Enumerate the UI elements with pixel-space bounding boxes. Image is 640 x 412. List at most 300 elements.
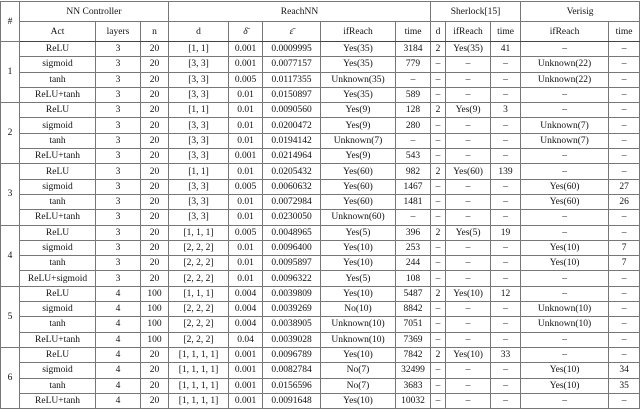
cell-reachnn-time: – [396,210,431,225]
cell-sherlock-ifreach: – [446,317,491,332]
cell-sherlock-time: – [491,57,521,72]
cell-reachnn-ifreach: Yes(35) [321,42,396,57]
cell-reachnn-ifreach: Yes(35) [321,87,396,102]
cell-reachnn-time: 1467 [396,179,431,194]
cell-reachnn-ifreach: Yes(5) [321,271,396,286]
cell-epsilon: 0.0048965 [263,225,321,240]
cell-reachnn-ifreach: Yes(60) [321,179,396,194]
cell-sherlock-ifreach: Yes(60) [446,164,491,179]
cell-sherlock-time: – [491,194,521,209]
table-row [1,133,640,148]
cell-act: ReLU+tanh [20,393,96,408]
cell-layers: 3 [96,72,141,87]
cell-act: tanh [20,194,96,209]
cell-sherlock-time: – [491,332,521,347]
table-row [1,72,640,87]
cell-verisig-time: – [609,210,640,225]
cell-delta: 0.01 [229,240,263,255]
cell-sherlock-time: – [491,317,521,332]
cell-act: ReLU [20,164,96,179]
cell-layers: 4 [96,347,141,362]
cell-verisig-ifreach: Unknown(22) [521,72,609,87]
cell-layers: 4 [96,378,141,393]
header-verisig: Verisig [521,2,640,22]
cell-sherlock-ifreach: – [446,378,491,393]
cell-verisig-time: 26 [609,194,640,209]
cell-delta: 0.01 [229,118,263,133]
cell-d: [1, 1, 1] [169,286,229,301]
table-row [1,210,640,225]
cell-sherlock-ifreach: Yes(10) [446,286,491,301]
cell-verisig-ifreach: – [521,271,609,286]
cell-sherlock-d: – [431,256,446,271]
header-sherlock: Sherlock[15] [431,2,521,22]
cell-layers: 3 [96,240,141,255]
cell-sherlock-time: – [491,393,521,408]
cell-epsilon: 0.0077157 [263,57,321,72]
cell-layers: 3 [96,210,141,225]
cell-layers: 3 [96,118,141,133]
cell-verisig-ifreach: Unknown(7) [521,118,609,133]
table-body [1,42,640,409]
cell-verisig-time: – [609,103,640,118]
cell-epsilon: 0.0150897 [263,87,321,102]
cell-verisig-ifreach: – [521,149,609,164]
cell-sherlock-d: – [431,302,446,317]
cell-n: 20 [141,42,169,57]
table-row [1,194,640,209]
cell-epsilon: 0.0009995 [263,42,321,57]
cell-d: [1, 1] [169,103,229,118]
cell-reachnn-ifreach: No(7) [321,378,396,393]
cell-act: ReLU+tanh [20,332,96,347]
cell-sherlock-time: 3 [491,103,521,118]
cell-verisig-time: 35 [609,378,640,393]
cell-epsilon: 0.0230050 [263,210,321,225]
cell-sherlock-time: 41 [491,42,521,57]
cell-sherlock-d: – [431,210,446,225]
cell-sherlock-time: – [491,256,521,271]
cell-act: tanh [20,72,96,87]
cell-sherlock-time: – [491,302,521,317]
cell-verisig-time: – [609,133,640,148]
cell-sherlock-time: – [491,363,521,378]
cell-reachnn-time: 3683 [396,378,431,393]
cell-reachnn-ifreach: Yes(10) [321,286,396,301]
cell-delta: 0.001 [229,42,263,57]
column-header-verisig-ifreach: ifReach [521,22,609,42]
column-header-reachnn-time: time [396,22,431,42]
table-row [1,57,640,72]
cell-d: [2, 2, 2] [169,317,229,332]
cell-sherlock-ifreach: – [446,118,491,133]
group-number: 2 [1,103,20,164]
cell-sherlock-d: – [431,317,446,332]
cell-n: 20 [141,118,169,133]
cell-verisig-time: – [609,393,640,408]
cell-d: [3, 3] [169,194,229,209]
cell-n: 20 [141,179,169,194]
column-header-layers: layers [96,22,141,42]
cell-d: [3, 3] [169,72,229,87]
cell-reachnn-ifreach: No(10) [321,302,396,317]
cell-sherlock-ifreach: – [446,87,491,102]
cell-epsilon: 0.0194142 [263,133,321,148]
table-row [1,286,640,301]
cell-d: [2, 2, 2] [169,256,229,271]
cell-layers: 3 [96,103,141,118]
cell-delta: 0.001 [229,378,263,393]
cell-epsilon: 0.0156596 [263,378,321,393]
cell-delta: 0.001 [229,149,263,164]
cell-d: [3, 3] [169,57,229,72]
cell-d: [3, 3] [169,118,229,133]
cell-sherlock-ifreach: – [446,72,491,87]
cell-sherlock-ifreach: – [446,393,491,408]
cell-act: ReLU+sigmoid [20,271,96,286]
cell-layers: 3 [96,179,141,194]
cell-act: sigmoid [20,179,96,194]
column-header-epsilon: ε̄ [263,22,321,42]
cell-epsilon: 0.0096400 [263,240,321,255]
cell-reachnn-time: – [396,72,431,87]
cell-layers: 3 [96,42,141,57]
table-row [1,271,640,286]
cell-delta: 0.004 [229,286,263,301]
cell-reachnn-time: 280 [396,118,431,133]
cell-verisig-time: 34 [609,363,640,378]
cell-layers: 3 [96,164,141,179]
cell-layers: 3 [96,194,141,209]
cell-sherlock-time: 19 [491,225,521,240]
cell-d: [2, 2, 2] [169,240,229,255]
cell-verisig-ifreach: – [521,42,609,57]
cell-verisig-ifreach: Yes(10) [521,378,609,393]
cell-reachnn-time: 128 [396,103,431,118]
cell-delta: 0.01 [229,164,263,179]
cell-verisig-ifreach: – [521,286,609,301]
cell-reachnn-time: 7051 [396,317,431,332]
cell-layers: 3 [96,57,141,72]
cell-d: [3, 3] [169,133,229,148]
cell-reachnn-time: – [396,133,431,148]
cell-delta: 0.01 [229,194,263,209]
cell-reachnn-time: 779 [396,57,431,72]
cell-delta: 0.005 [229,179,263,194]
cell-verisig-ifreach: Unknown(10) [521,302,609,317]
cell-verisig-time: – [609,347,640,362]
cell-verisig-ifreach: Yes(10) [521,240,609,255]
cell-sherlock-time: – [491,378,521,393]
cell-delta: 0.04 [229,332,263,347]
cell-verisig-time: – [609,302,640,317]
cell-reachnn-ifreach: Unknown(60) [321,210,396,225]
cell-verisig-ifreach: Yes(60) [521,194,609,209]
cell-n: 20 [141,194,169,209]
cell-n: 100 [141,286,169,301]
cell-act: sigmoid [20,57,96,72]
cell-sherlock-time: – [491,149,521,164]
table-row [1,347,640,362]
cell-d: [1, 1, 1, 1] [169,363,229,378]
table-row [1,317,640,332]
cell-sherlock-time: – [491,179,521,194]
cell-delta: 0.004 [229,317,263,332]
cell-reachnn-time: 108 [396,271,431,286]
cell-verisig-ifreach: – [521,347,609,362]
column-header-d: d [169,22,229,42]
column-header-sherlock-d: d [431,22,446,42]
cell-delta: 0.01 [229,210,263,225]
cell-sherlock-time: 139 [491,164,521,179]
cell-verisig-time: 27 [609,179,640,194]
cell-reachnn-time: 7369 [396,332,431,347]
cell-reachnn-ifreach: Unknown(7) [321,133,396,148]
cell-sherlock-ifreach: Yes(10) [446,347,491,362]
cell-sherlock-d: – [431,332,446,347]
cell-act: ReLU [20,103,96,118]
cell-sherlock-time: 12 [491,286,521,301]
cell-layers: 4 [96,317,141,332]
cell-verisig-time: – [609,87,640,102]
cell-sherlock-d: 2 [431,347,446,362]
table-row [1,378,640,393]
cell-act: ReLU [20,286,96,301]
cell-d: [1, 1, 1, 1] [169,393,229,408]
cell-epsilon: 0.0096789 [263,347,321,362]
cell-sherlock-d: – [431,271,446,286]
cell-n: 20 [141,103,169,118]
cell-sherlock-d: – [431,378,446,393]
cell-sherlock-d: – [431,363,446,378]
table-row [1,256,640,271]
header-column-row [1,22,640,42]
cell-n: 100 [141,317,169,332]
group-number: 1 [1,42,20,103]
cell-d: [3, 3] [169,149,229,164]
cell-sherlock-ifreach: – [446,302,491,317]
cell-n: 20 [141,210,169,225]
cell-sherlock-ifreach: – [446,240,491,255]
cell-d: [1, 1] [169,164,229,179]
cell-sherlock-time: 33 [491,347,521,362]
cell-sherlock-d: – [431,133,446,148]
cell-verisig-time: – [609,225,640,240]
cell-sherlock-d: 2 [431,42,446,57]
table-row [1,118,640,133]
cell-sherlock-ifreach: – [446,149,491,164]
cell-delta: 0.005 [229,72,263,87]
cell-reachnn-ifreach: No(7) [321,363,396,378]
cell-verisig-time: – [609,286,640,301]
table-row [1,179,640,194]
cell-verisig-ifreach: – [521,225,609,240]
column-header-reachnn-ifreach: ifReach [321,22,396,42]
cell-sherlock-d: 2 [431,286,446,301]
cell-n: 20 [141,347,169,362]
cell-reachnn-ifreach: Yes(9) [321,149,396,164]
cell-verisig-ifreach: – [521,103,609,118]
cell-epsilon: 0.0091648 [263,393,321,408]
cell-sherlock-time: – [491,118,521,133]
cell-reachnn-ifreach: Yes(5) [321,225,396,240]
cell-delta: 0.005 [229,225,263,240]
cell-n: 20 [141,363,169,378]
cell-layers: 3 [96,133,141,148]
table-row [1,225,640,240]
cell-n: 20 [141,378,169,393]
column-header-sherlock-ifreach: ifReach [446,22,491,42]
cell-reachnn-time: 7842 [396,347,431,362]
group-number: 4 [1,225,20,286]
cell-layers: 3 [96,256,141,271]
cell-epsilon: 0.0038905 [263,317,321,332]
header-group-row [1,2,640,22]
cell-d: [1, 1, 1, 1] [169,378,229,393]
cell-sherlock-time: – [491,240,521,255]
cell-verisig-ifreach: Unknown(22) [521,57,609,72]
header-num: # [1,2,20,42]
cell-reachnn-ifreach: Unknown(35) [321,72,396,87]
cell-sherlock-ifreach: – [446,194,491,209]
cell-n: 20 [141,240,169,255]
cell-act: tanh [20,133,96,148]
cell-epsilon: 0.0096322 [263,271,321,286]
cell-epsilon: 0.0200472 [263,118,321,133]
cell-verisig-time: – [609,42,640,57]
cell-verisig-ifreach: – [521,164,609,179]
table-row [1,393,640,408]
header-reachnn: ReachNN [169,2,431,22]
cell-sherlock-time: – [491,133,521,148]
cell-act: ReLU [20,347,96,362]
cell-sherlock-d: – [431,194,446,209]
cell-act: sigmoid [20,363,96,378]
cell-layers: 4 [96,363,141,378]
cell-verisig-time: – [609,72,640,87]
table-row [1,302,640,317]
cell-sherlock-d: 2 [431,164,446,179]
cell-reachnn-ifreach: Yes(60) [321,194,396,209]
cell-n: 20 [141,57,169,72]
cell-delta: 0.001 [229,393,263,408]
cell-verisig-time: 7 [609,240,640,255]
cell-reachnn-time: 244 [396,256,431,271]
cell-d: [3, 3] [169,210,229,225]
table-row [1,363,640,378]
cell-n: 20 [141,133,169,148]
cell-d: [3, 3] [169,179,229,194]
cell-n: 20 [141,256,169,271]
cell-n: 20 [141,72,169,87]
cell-verisig-ifreach: Yes(10) [521,363,609,378]
cell-delta: 0.01 [229,271,263,286]
cell-verisig-ifreach: – [521,332,609,347]
results-table [0,1,640,409]
cell-act: tanh [20,317,96,332]
cell-verisig-time: – [609,118,640,133]
cell-epsilon: 0.0082784 [263,363,321,378]
cell-reachnn-time: 543 [396,149,431,164]
column-header-sherlock-time: time [491,22,521,42]
cell-d: [1, 1] [169,42,229,57]
cell-sherlock-ifreach: – [446,332,491,347]
cell-verisig-ifreach: Yes(10) [521,256,609,271]
cell-sherlock-ifreach: – [446,271,491,286]
column-header-n: n [141,22,169,42]
table-row [1,240,640,255]
cell-verisig-time: – [609,149,640,164]
cell-sherlock-d: – [431,149,446,164]
cell-sherlock-ifreach: – [446,57,491,72]
cell-act: tanh [20,378,96,393]
cell-n: 100 [141,302,169,317]
cell-epsilon: 0.0117355 [263,72,321,87]
cell-act: sigmoid [20,118,96,133]
cell-verisig-ifreach: Unknown(7) [521,133,609,148]
cell-epsilon: 0.0090560 [263,103,321,118]
cell-act: sigmoid [20,240,96,255]
cell-reachnn-ifreach: Yes(10) [321,347,396,362]
cell-act: ReLU [20,42,96,57]
cell-sherlock-d: – [431,118,446,133]
cell-epsilon: 0.0039809 [263,286,321,301]
cell-reachnn-time: 396 [396,225,431,240]
cell-epsilon: 0.0205432 [263,164,321,179]
cell-reachnn-ifreach: Yes(10) [321,240,396,255]
cell-sherlock-time: – [491,87,521,102]
cell-delta: 0.01 [229,87,263,102]
cell-act: ReLU [20,225,96,240]
cell-verisig-time: – [609,57,640,72]
cell-delta: 0.001 [229,347,263,362]
table-row [1,149,640,164]
cell-n: 20 [141,87,169,102]
cell-epsilon: 0.0095897 [263,256,321,271]
cell-sherlock-ifreach: – [446,179,491,194]
cell-epsilon: 0.0039269 [263,302,321,317]
cell-delta: 0.01 [229,256,263,271]
cell-sherlock-d: – [431,72,446,87]
cell-epsilon: 0.0072984 [263,194,321,209]
cell-layers: 3 [96,225,141,240]
cell-sherlock-time: – [491,271,521,286]
cell-verisig-ifreach: – [521,87,609,102]
cell-reachnn-time: 253 [396,240,431,255]
cell-act: ReLU+tanh [20,87,96,102]
cell-d: [1, 1, 1] [169,225,229,240]
cell-reachnn-ifreach: Yes(10) [321,393,396,408]
cell-epsilon: 0.0039028 [263,332,321,347]
cell-reachnn-time: 1481 [396,194,431,209]
cell-reachnn-time: 10032 [396,393,431,408]
cell-verisig-time: – [609,332,640,347]
cell-reachnn-ifreach: Yes(9) [321,103,396,118]
cell-epsilon: 0.0060632 [263,179,321,194]
cell-n: 100 [141,332,169,347]
cell-sherlock-d: – [431,179,446,194]
column-header-verisig-time: time [609,22,640,42]
group-number: 5 [1,286,20,347]
cell-reachnn-time: 8842 [396,302,431,317]
cell-d: [2, 2, 2] [169,302,229,317]
cell-delta: 0.01 [229,133,263,148]
column-header-delta: δ̄ [229,22,263,42]
cell-delta: 0.01 [229,103,263,118]
cell-d: [1, 1, 1, 1] [169,347,229,362]
table-row [1,164,640,179]
cell-reachnn-ifreach: Unknown(10) [321,317,396,332]
